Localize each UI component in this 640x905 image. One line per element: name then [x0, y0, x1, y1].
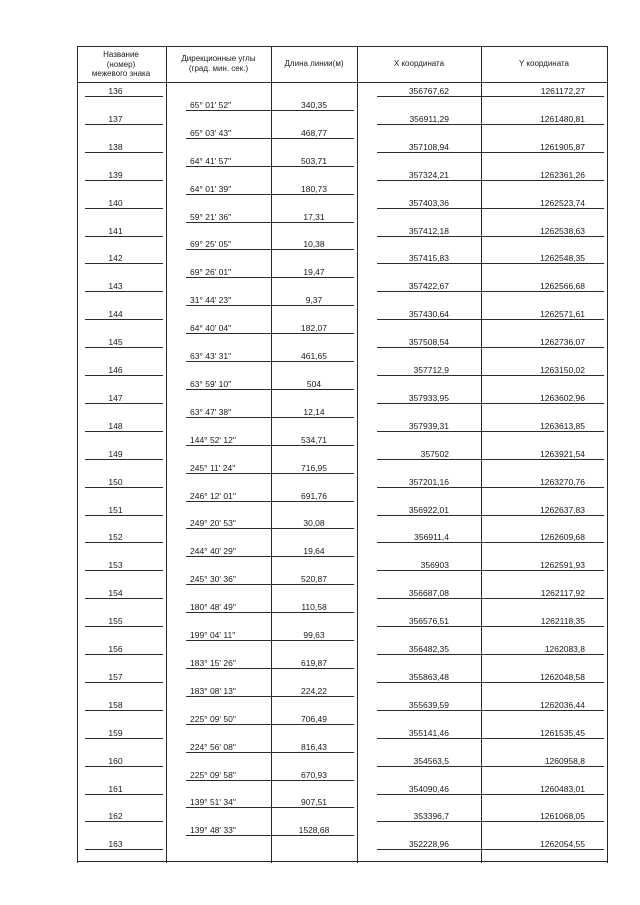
point-name-rule — [85, 431, 163, 432]
point-y: 1263613,85 — [540, 420, 585, 431]
point-name-rule — [85, 96, 163, 97]
segment-length: 17,31 — [303, 211, 325, 222]
segment-angle: 244° 40' 29" — [190, 546, 236, 557]
segment-length: 182,07 — [301, 323, 327, 334]
point-name: 145 — [108, 337, 123, 348]
point-x: 357412,18 — [408, 225, 449, 236]
point-x: 357324,21 — [408, 169, 449, 180]
point-x: 357712,9 — [413, 365, 449, 375]
point-y: 1263150,02 — [540, 365, 585, 375]
point-x: 355639,59 — [408, 699, 449, 710]
point-name: 151 — [108, 504, 123, 515]
point-x: 356576,51 — [408, 616, 449, 627]
header-x: X координата — [393, 59, 445, 68]
point-x: 357415,83 — [408, 253, 449, 264]
point-coord-rule — [377, 626, 604, 627]
segment-angle: 246° 12' 01" — [190, 490, 236, 501]
point-coord-rule — [377, 96, 604, 97]
segment-rule — [186, 668, 354, 669]
point-y: 1262637,83 — [540, 504, 585, 515]
point-x: 357508,54 — [408, 337, 449, 348]
point-name-rule — [85, 654, 163, 655]
segment-angle: 65° 01' 52" — [190, 99, 232, 110]
point-name-rule — [85, 403, 163, 404]
point-y: 1262609,68 — [540, 532, 585, 543]
point-name-rule — [85, 738, 163, 739]
point-name-rule — [85, 487, 163, 488]
point-name: 136 — [108, 86, 123, 96]
segment-angle: 59° 21' 36" — [190, 211, 232, 222]
column-rule — [166, 46, 167, 863]
point-y: 1261905,87 — [540, 141, 585, 152]
point-y: 1261480,81 — [540, 113, 585, 124]
point-name: 163 — [108, 839, 123, 850]
point-name-rule — [85, 180, 163, 181]
point-coord-rule — [377, 403, 604, 404]
segment-length: 30,08 — [303, 518, 325, 529]
point-x: 357939,31 — [408, 420, 449, 431]
segment-angle: 63° 47' 38" — [190, 406, 232, 417]
point-y: 1262548,35 — [540, 253, 585, 264]
segment-length: 340,35 — [301, 99, 327, 110]
segment-rule — [186, 417, 354, 418]
point-x: 352228,96 — [408, 839, 449, 850]
point-coord-rule — [377, 654, 604, 655]
header-length: Длина линии(м) — [284, 59, 344, 68]
point-x: 355863,48 — [408, 671, 449, 682]
point-x: 355141,46 — [408, 727, 449, 738]
point-name-rule — [85, 626, 163, 627]
segment-length: 19,47 — [303, 267, 325, 278]
point-name: 149 — [108, 448, 123, 459]
point-name: 161 — [108, 783, 123, 794]
segment-rule — [186, 333, 354, 334]
point-x: 357201,16 — [408, 476, 449, 487]
segment-length: 12,14 — [303, 406, 325, 417]
point-name: 153 — [108, 560, 123, 571]
point-name: 158 — [108, 699, 123, 710]
point-y: 1262118,35 — [540, 616, 585, 627]
table-top-rule — [77, 46, 608, 47]
point-coord-rule — [377, 124, 604, 125]
header-y: Y координата — [518, 59, 570, 68]
point-name: 154 — [108, 588, 123, 599]
segment-angle: 249° 20' 53" — [190, 518, 236, 529]
segment-angle: 63° 59' 10" — [190, 378, 232, 389]
segment-length: 691,76 — [301, 490, 327, 501]
point-name-rule — [85, 375, 163, 376]
segment-length: 619,87 — [301, 657, 327, 668]
point-x: 354090,46 — [408, 783, 449, 794]
point-y: 1263270,76 — [540, 476, 585, 487]
point-x: 354563,5 — [413, 755, 449, 766]
point-name: 150 — [108, 476, 123, 487]
point-coord-rule — [377, 682, 604, 683]
point-name: 159 — [108, 727, 123, 738]
segment-angle: 31° 44' 23" — [190, 295, 232, 306]
point-x: 356911,4 — [414, 532, 449, 543]
point-name-rule — [85, 710, 163, 711]
point-coord-rule — [377, 487, 604, 488]
point-y: 1262054,55 — [540, 839, 585, 850]
segment-rule — [186, 110, 354, 111]
point-y: 1263921,54 — [540, 448, 585, 459]
point-y: 1262117,92 — [540, 588, 585, 599]
segment-length: 461,65 — [301, 351, 327, 362]
segment-angle: 245° 11' 24" — [190, 462, 236, 473]
point-name: 152 — [108, 532, 123, 543]
point-name-rule — [85, 459, 163, 460]
segment-angle: 245° 30' 36" — [190, 574, 236, 585]
point-coord-rule — [377, 431, 604, 432]
point-name: 139 — [108, 169, 123, 180]
point-y: 1262523,74 — [540, 197, 585, 208]
segment-rule — [186, 780, 354, 781]
point-name: 157 — [108, 671, 123, 682]
point-x: 356911,29 — [409, 113, 449, 124]
point-name-rule — [85, 208, 163, 209]
point-y: 1260958,8 — [544, 755, 585, 766]
header-angle: Дирекционные углы (град. мин. сек.) — [181, 54, 256, 73]
point-name: 148 — [108, 420, 123, 431]
point-x: 356767,62 — [408, 86, 449, 96]
segment-angle: 64° 40' 04" — [190, 323, 232, 334]
point-coord-rule — [377, 347, 604, 348]
segment-angle: 183° 08' 13" — [190, 685, 236, 696]
segment-length: 534,71 — [301, 434, 327, 445]
point-name-rule — [85, 124, 163, 125]
point-coord-rule — [377, 710, 604, 711]
segment-rule — [186, 361, 354, 362]
point-name: 138 — [108, 141, 123, 152]
point-name-rule — [85, 682, 163, 683]
segment-rule — [186, 473, 354, 474]
point-y: 1262048,58 — [540, 671, 585, 682]
segment-length: 816,43 — [301, 741, 327, 752]
point-coord-rule — [377, 738, 604, 739]
point-x: 357430,64 — [408, 309, 449, 320]
point-x: 357933,95 — [408, 392, 449, 403]
point-name: 141 — [108, 225, 123, 236]
segment-length: 110,58 — [301, 602, 327, 613]
point-y: 1262083,8 — [544, 644, 585, 654]
point-name: 147 — [108, 392, 123, 403]
point-y: 1262571,61 — [540, 309, 585, 320]
segment-rule — [186, 696, 354, 697]
segment-rule — [186, 445, 354, 446]
header-bottom-rule — [77, 82, 608, 83]
point-coord-rule — [377, 459, 604, 460]
segment-angle: 144° 52' 12" — [190, 434, 236, 445]
segment-length: 468,77 — [301, 127, 327, 138]
column-rule — [271, 46, 272, 863]
segment-angle: 139° 48' 33" — [190, 825, 236, 836]
point-name-rule — [85, 766, 163, 767]
point-name-rule — [85, 794, 163, 795]
segment-angle: 180° 48' 49" — [190, 602, 236, 613]
segment-angle: 69° 26' 01" — [190, 267, 232, 278]
column-rule — [607, 46, 608, 863]
point-coord-rule — [377, 236, 604, 237]
column-rule — [357, 46, 358, 863]
segment-angle: 139° 51' 34" — [190, 797, 236, 808]
point-y: 1262566,68 — [540, 281, 585, 292]
point-y: 1261535,45 — [540, 727, 585, 738]
point-name: 143 — [108, 281, 123, 292]
segment-rule — [186, 612, 354, 613]
point-y: 1260483,01 — [540, 783, 585, 794]
point-name-rule — [85, 347, 163, 348]
point-name-rule — [85, 152, 163, 153]
segment-length: 99,63 — [303, 630, 325, 641]
segment-angle: 183° 15' 26" — [190, 657, 236, 668]
segment-length: 1528,68 — [298, 825, 330, 836]
point-name: 155 — [108, 616, 123, 627]
segment-angle: 225° 09' 50" — [190, 713, 236, 724]
segment-length: 224,22 — [301, 685, 327, 696]
segment-angle: 69° 25' 05" — [190, 239, 232, 250]
point-coord-rule — [377, 152, 604, 153]
point-y: 1262036,44 — [540, 699, 585, 710]
point-y: 1262538,63 — [540, 225, 585, 236]
point-x: 356922,01 — [408, 504, 449, 515]
segment-length: 503,71 — [301, 155, 327, 166]
segment-length: 907,51 — [301, 797, 327, 808]
point-x: 357403,36 — [408, 197, 449, 208]
segment-length: 10,38 — [303, 239, 325, 250]
segment-rule — [186, 724, 354, 725]
point-x: 356687,08 — [408, 588, 449, 599]
point-coord-rule — [377, 766, 604, 767]
point-y: 1261172,27 — [540, 86, 585, 96]
segment-angle: 63° 43' 31" — [190, 351, 232, 362]
segment-rule — [186, 640, 354, 641]
point-name: 146 — [108, 365, 123, 375]
segment-rule — [186, 389, 354, 390]
point-y: 1261068,05 — [540, 811, 585, 822]
segment-length: 716,95 — [301, 462, 327, 473]
segment-rule — [186, 194, 354, 195]
point-x: 357502 — [420, 448, 449, 459]
point-name: 162 — [108, 811, 123, 822]
segment-angle: 199° 04' 11" — [190, 630, 236, 641]
header-name: Название (номер) межевого знака — [91, 50, 151, 78]
segment-rule — [186, 138, 354, 139]
point-coord-rule — [377, 375, 604, 376]
table-bottom-rule — [77, 861, 608, 862]
point-coord-rule — [377, 208, 604, 209]
point-y: 1262591,93 — [540, 560, 585, 571]
point-x: 357108,94 — [408, 141, 449, 152]
segment-angle: 225° 09' 58" — [190, 769, 236, 780]
point-coord-rule — [377, 180, 604, 181]
point-name: 142 — [108, 253, 123, 264]
segment-angle: 64° 41' 57" — [190, 155, 232, 166]
segment-length: 19,64 — [303, 546, 325, 557]
segment-rule — [186, 222, 354, 223]
segment-rule — [186, 752, 354, 753]
point-name-rule — [85, 515, 163, 516]
segment-length: 706,49 — [301, 713, 327, 724]
point-name: 137 — [108, 113, 123, 124]
segment-angle: 224° 56' 08" — [190, 741, 236, 752]
point-y: 1262361,26 — [540, 169, 585, 180]
segment-length: 180,73 — [301, 183, 327, 194]
segment-rule — [186, 166, 354, 167]
point-name: 140 — [108, 197, 123, 208]
point-x: 357422,67 — [408, 281, 449, 292]
point-x: 353396,7 — [413, 811, 449, 822]
segment-angle: 64° 01' 39" — [190, 183, 232, 194]
segment-length: 670,93 — [301, 769, 327, 780]
point-coord-rule — [377, 794, 604, 795]
segment-length: 520,87 — [301, 574, 327, 585]
segment-length: 504 — [306, 378, 322, 389]
column-rule — [481, 46, 482, 863]
segment-angle: 65° 03' 43" — [190, 127, 232, 138]
point-x: 356903 — [420, 560, 449, 571]
segment-rule — [186, 501, 354, 502]
point-x: 356482,35 — [408, 644, 449, 654]
point-y: 1262736,07 — [540, 337, 585, 348]
point-name-rule — [85, 236, 163, 237]
point-y: 1263602,96 — [540, 392, 585, 403]
point-name: 156 — [108, 644, 123, 654]
point-name: 144 — [108, 309, 123, 320]
point-coord-rule — [377, 515, 604, 516]
point-name: 160 — [108, 755, 123, 766]
segment-length: 9,37 — [305, 295, 323, 306]
